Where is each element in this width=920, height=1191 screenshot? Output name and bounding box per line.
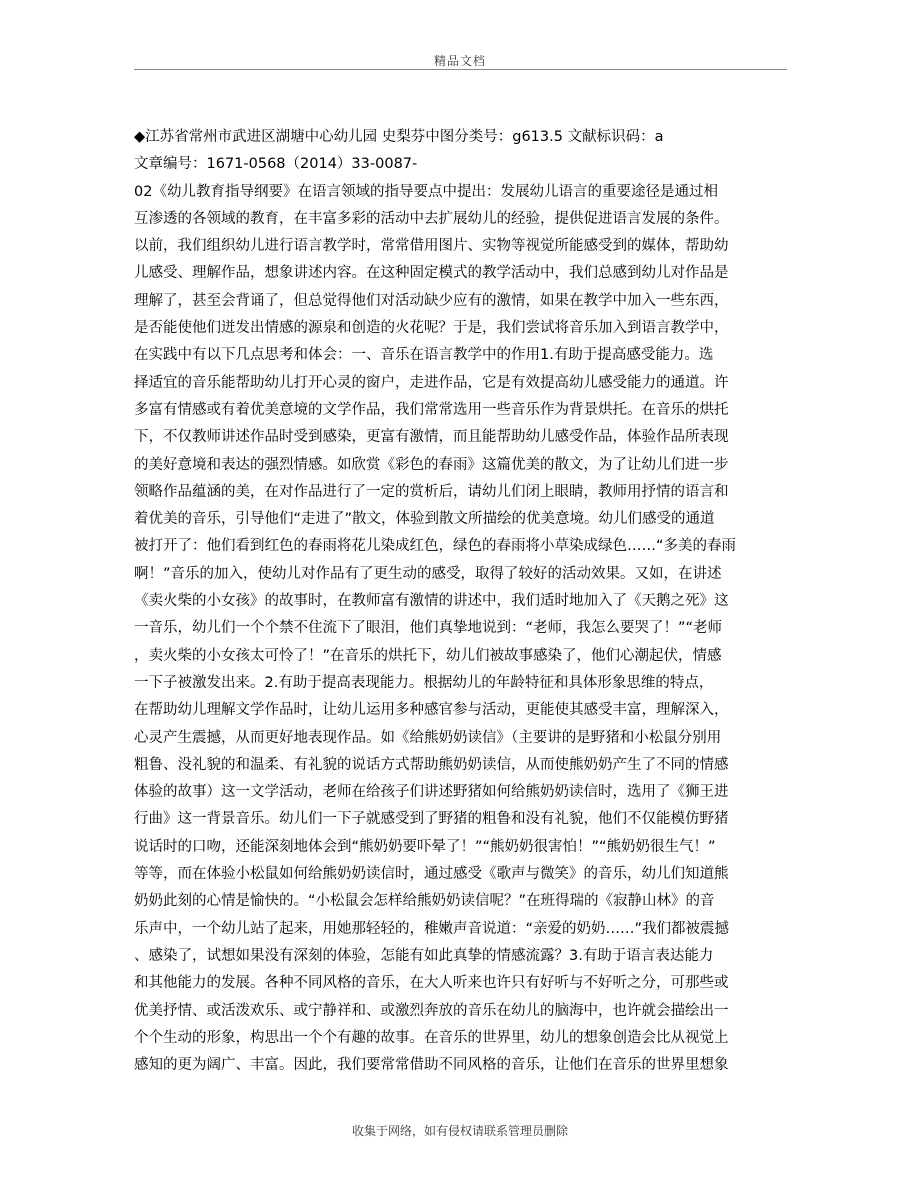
text-line: 个个生动的形象，构思出一个个有趣的故事。在音乐的世界里，幼儿的想象创造会比从视觉上 bbox=[134, 1029, 729, 1046]
text-line: 理解了，甚至会背诵了，但总觉得他们对活动缺少应有的激情，如果在教学中加入一些东西， bbox=[134, 292, 729, 309]
text-line: 一音乐，幼儿们一个个禁不住流下了眼泪，他们真挚地说到：“老师，我怎么要哭了！”“老师 bbox=[134, 620, 723, 637]
document-body bbox=[134, 124, 794, 1079]
text-line: 心灵产生震撼，从而更好地表现作品。如《给熊奶奶读信》（主要讲的是野猪和小松鼠分别用 bbox=[134, 729, 722, 746]
text-line: ，卖火柴的小女孩太可怜了！”在音乐的烘托下，幼儿们被故事感染了，他们心潮起伏，情感 bbox=[134, 647, 722, 664]
text-line: 和其他能力的发展。各种不同风格的音乐，在大人听来也许只有好听与不好听之分，可那些或 bbox=[134, 975, 729, 992]
text-line: 被打开了：他们看到红色的春雨将花儿染成红色，绿色的春雨将小草染成绿色……“多美的春雨 bbox=[134, 538, 737, 555]
text-line: 体验的故事）这一文学活动，老师在给孩子们讲述野猪如何给熊奶奶读信时，选用了《狮王进 bbox=[134, 784, 729, 801]
text-line: 以前，我们组织幼儿进行语言教学时，常常借用图片、实物等视觉所能感受到的媒体，帮助幼 bbox=[134, 238, 729, 255]
text-line: 感知的更为阔广、丰富。因此，我们要常常借助不同风格的音乐，让他们在音乐的世界里想象 bbox=[134, 1057, 729, 1074]
text-line: 乐声中，一个幼儿站了起来，用她那轻轻的，稚嫩声音说道：“亲爱的奶奶……”我们都被震撼 bbox=[134, 920, 730, 937]
text-line: 文章编号：1671-0568（2014）33-0087- bbox=[134, 156, 418, 173]
text-line: 的美好意境和表达的强烈情感。如欣赏《彩色的春雨》这篇优美的散文，为了让幼儿们进一步 bbox=[134, 456, 729, 473]
text-line: 一下子被激发出来。2.有助于提高表现能力。根据幼儿的年龄特征和具体形象思维的特点， bbox=[134, 674, 714, 691]
text-line: 等等，而在体验小松鼠如何给熊奶奶读信时，通过感受《歌声与微笑》的音乐，幼儿们知道熊 bbox=[134, 866, 729, 883]
text-line: 择适宜的音乐能帮助幼儿打开心灵的窗户，走进作品，它是有效提高幼儿感受能力的通道。许 bbox=[134, 374, 729, 391]
text-line: 行曲》这一背景音乐。幼儿们一下子就感受到了野猪的粗鲁和没有礼貌，他们不仅能模仿野猪 bbox=[134, 811, 729, 828]
page-header: 精品文档 bbox=[433, 54, 486, 68]
text-line: 是否能使他们迸发出情感的源泉和创造的火花呢？于是，我们尝试将音乐加入到语言教学中， bbox=[134, 320, 729, 337]
text-line: 在帮助幼儿理解文学作品时，让幼儿运用多种感官参与活动，更能使其感受丰富，理解深入， bbox=[134, 702, 729, 719]
text-line: 儿感受、理解作品，想象讲述内容。在这种固定模式的教学活动中，我们总感到幼儿对作品是 bbox=[134, 265, 729, 282]
text-line: 啊！”音乐的加入，使幼儿对作品有了更生动的感受，取得了较好的活动效果。又如，在讲述 bbox=[134, 565, 722, 582]
text-line: 02《幼儿教育指导纲要》在语言领域的指导要点中提出：发展幼儿语言的重要途径是通过相 bbox=[134, 183, 718, 200]
text-line: 在实践中有以下几点思考和体会：一、音乐在语言教学中的作用1.有助于提高感受能力。选 bbox=[134, 347, 714, 364]
text-line: 领略作品蕴涵的美，在对作品进行了一定的赏析后，请幼儿们闭上眼睛，教师用抒情的语言和 bbox=[134, 483, 729, 500]
text-line: 说话时的口吻，还能深刻地体会到“熊奶奶要吓晕了！”“熊奶奶很害怕！”“熊奶奶很生气！” bbox=[134, 838, 716, 855]
text-line: 粗鲁、没礼貌的和温柔、有礼貌的说话方式帮助熊奶奶读信，从而使熊奶奶产生了不同的情感 bbox=[134, 756, 729, 773]
header-divider bbox=[134, 69, 787, 70]
text-line: 着优美的音乐，引导他们“走进了”散文，体验到散文所描绘的优美意境。幼儿们感受的通道 bbox=[134, 511, 715, 528]
text-line: 多富有情感或有着优美意境的文学作品，我们常常选用一些音乐作为背景烘托。在音乐的烘托 bbox=[134, 401, 729, 418]
text-line: 下，不仅教师讲述作品时受到感染，更富有激情，而且能帮助幼儿感受作品，体验作品所表现 bbox=[134, 429, 729, 446]
page-footer: 收集于网络，如有侵权请联系管理员删除 bbox=[351, 1124, 568, 1138]
text-line: 优美抒情、或活泼欢乐、或宁静祥和、或激烈奔放的音乐在幼儿的脑海中，也许就会描绘出一 bbox=[134, 1002, 729, 1019]
text-line: 、感染了，试想如果没有深刻的体验，怎能有如此真挚的情感流露？3.有助于语言表达能力 bbox=[134, 947, 714, 964]
text-line: ◆江苏省常州市武进区湖塘中心幼儿园 史梨芬中图分类号：g613.5 文献标识码：a bbox=[134, 129, 664, 145]
text-line: 《卖火柴的小女孩》的故事时，在教师富有激情的讲述中，我们适时地加入了《天鹅之死》这 bbox=[134, 593, 729, 610]
text-line: 奶奶此刻的心情是愉快的。“小松鼠会怎样给熊奶奶读信呢？”在班得瑞的《寂静山林》的音 bbox=[134, 893, 715, 910]
text-line: 互渗透的各领域的教育，在丰富多彩的活动中去扩展幼儿的经验，提供促进语言发展的条件。 bbox=[134, 210, 729, 227]
